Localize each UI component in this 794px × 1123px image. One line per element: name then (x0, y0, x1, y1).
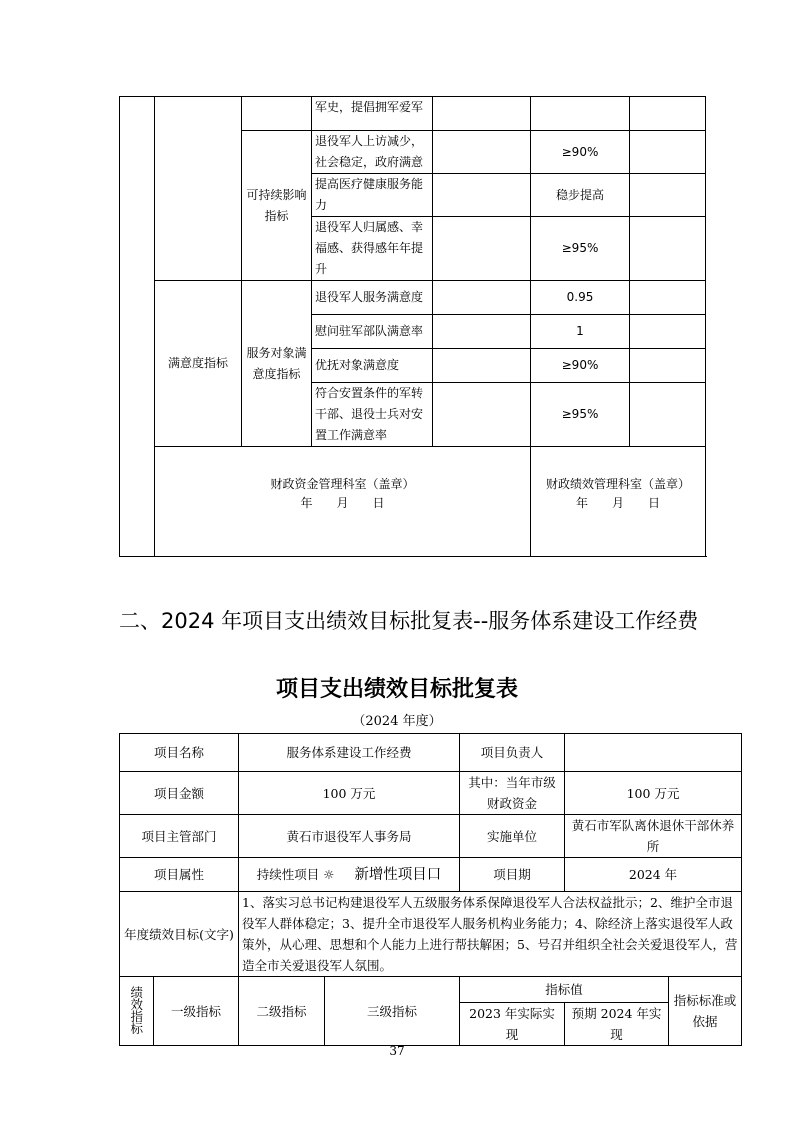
indicator-value: 1 (531, 315, 630, 349)
unit: 黄石市军队离休退休干部休养所 (565, 815, 742, 858)
sign-right (531, 447, 706, 557)
standard-header: 指标标准或依据 (669, 977, 742, 1046)
level1-header: 一级指标 (154, 977, 239, 1046)
blank-col-a (120, 97, 155, 557)
indicator-value: 稳步提高 (531, 174, 630, 217)
indicator-value: ≥90% (531, 131, 630, 174)
sign-right-date: 年 月 日 (575, 496, 660, 510)
level3-header: 三级指标 (325, 977, 460, 1046)
goal-text: 1、落实习总书记构建退役军人五级服务体系保障退役军人合法权益批示；2、维护全市退役军人群体稳定；3、提升全市退役军人服务机构业务能力；4、除经济上落实退役军人政策外，从心理、思想和个人能力上进行帮扶解困；5、号召并组织全社会关爱退役军人，营造全市关爱退役军人氛围。 (239, 892, 742, 977)
actual-2023-header: 2023 年实际实现 (460, 1003, 565, 1046)
indicator-value: 0.95 (531, 281, 630, 315)
table-year: （2024 年度） (352, 714, 442, 729)
fund-label: 其中：当年市级财政资金 (460, 772, 565, 815)
perf-label-text: 绩效指标 (130, 985, 144, 1036)
indicator-name: 提高医疗健康服务能力 (312, 174, 433, 217)
table-title: 项目支出绩效目标批复表 (275, 677, 518, 702)
amount: 100 万元 (239, 772, 460, 815)
satisfaction-l1-label: 满意度指标 (155, 281, 242, 447)
unit-label: 实施单位 (460, 815, 565, 858)
period-label: 项目期 (460, 858, 565, 892)
leader-label: 项目负责人 (460, 734, 565, 772)
indicator-value-header: 指标值 (460, 977, 669, 1003)
indicator-name: 符合安置条件的军转干部、退役士兵对安置工作满意率 (312, 383, 433, 447)
project-name: 服务体系建设工作经费 (239, 734, 460, 772)
indicator-name: 慰问驻军部队满意率 (312, 315, 433, 349)
period: 2024 年 (565, 858, 742, 892)
dept: 黄石市退役军人事务局 (239, 815, 460, 858)
attr-value (239, 858, 460, 892)
sign-left-date: 年 月 日 (300, 496, 385, 510)
leader (565, 734, 742, 772)
expected-2024-header: 预期 2024 年实现 (565, 1003, 669, 1046)
indicator-name: 退役军人上访减少，社会稳定，政府满意 (312, 131, 433, 174)
indicator-value: ≥90% (531, 349, 630, 383)
fund: 100 万元 (565, 772, 742, 815)
dept-label: 项目主管部门 (120, 815, 239, 858)
goal-label: 年度绩效目标(文字) (120, 892, 239, 977)
sign-right-label: 财政绩效管理科室（盖章） (545, 477, 690, 491)
blank-col-c (242, 97, 312, 131)
blank-col-b (155, 97, 242, 281)
attr-label: 项目属性 (120, 858, 239, 892)
perf-label (120, 977, 154, 1046)
level2-header: 二级指标 (239, 977, 325, 1046)
project-name-label: 项目名称 (120, 734, 239, 772)
section-heading: 二、2024 年项目支出绩效目标批复表--服务体系建设工作经费 (119, 609, 699, 633)
sustain-label: 可持续影响指标 (242, 131, 312, 281)
indicator-value: ≥95% (531, 217, 630, 281)
attr-continuous: 持续性项目 (256, 866, 320, 882)
sign-left-label: 财政资金管理科室（盖章） (270, 477, 415, 491)
amount-label: 项目金额 (120, 772, 239, 815)
indicator-name: 优抚对象满意度 (312, 349, 433, 383)
indicator-name: 退役军人服务满意度 (312, 281, 433, 315)
indicator-value: ≥95% (531, 383, 630, 447)
attr-continuous-mark: ☼ (323, 866, 335, 882)
sign-left (155, 447, 531, 557)
indicator-name: 退役军人归属感、幸福感、获得感年年提升 (312, 217, 433, 281)
indicator-name: 军史，提倡拥军爱军 (312, 97, 433, 131)
attr-new: 新增性项目口 (354, 866, 442, 883)
page-number: 37 (389, 1044, 405, 1058)
performance-target-table (119, 733, 742, 1046)
performance-table-continued (119, 96, 706, 557)
satisfaction-l2-label: 服务对象满意度指标 (242, 281, 312, 447)
